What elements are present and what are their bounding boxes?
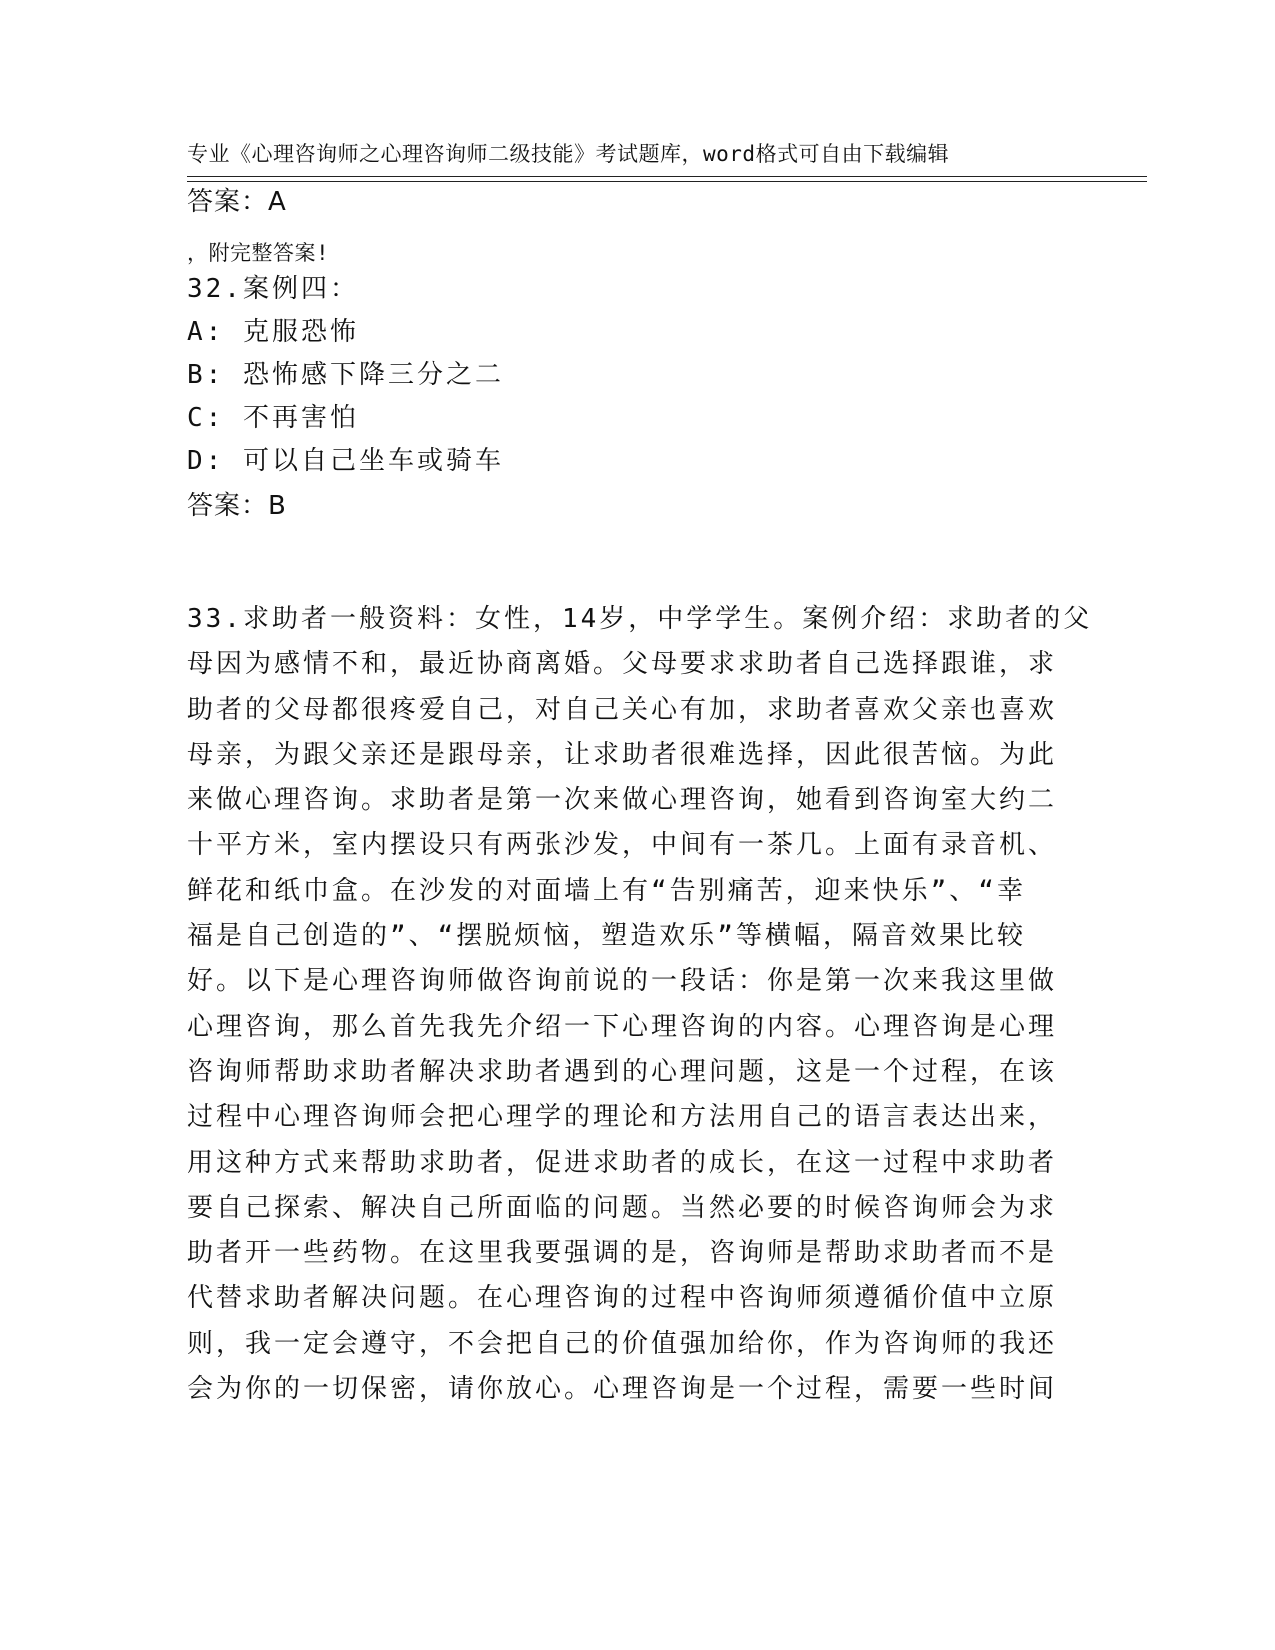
question-33-line: 母亲，为跟父亲还是跟母亲，让求助者很难选择，因此很苦恼。为此	[187, 739, 1058, 770]
header-divider-top	[187, 176, 1147, 177]
question-32-stem: 32.案例四：	[187, 274, 359, 304]
question-33-line: 助者的父母都很疼爱自己，对自己关心有加，求助者喜欢父亲也喜欢	[187, 694, 1058, 725]
question-33-line: 十平方米，室内摆设只有两张沙发，中间有一茶几。上面有录音机、	[187, 830, 1058, 861]
question-33-line: 用这种方式来帮助求助者，促进求助者的成长，在这一过程中求助者	[187, 1147, 1058, 1178]
question-32-option-b: B: 恐怖感下降三分之二	[187, 360, 504, 390]
question-33-line: 要自己探索、解决自己所面临的问题。当然必要的时候咨询师会为求	[187, 1192, 1058, 1223]
header-line-1: 专业《心理咨询师之心理咨询师二级技能》考试题库，word格式可自由下载编辑	[187, 142, 950, 166]
question-33-line: 好。以下是心理咨询师做咨询前说的一段话：你是第一次来我这里做	[187, 966, 1058, 997]
question-33-line: 代替求助者解决问题。在心理咨询的过程中咨询师须遵循价值中立原	[187, 1283, 1058, 1314]
question-32-answer: 答案：B	[187, 491, 287, 521]
question-33-line: 会为你的一切保密，请你放心。心理咨询是一个过程，需要一些时间	[187, 1374, 1058, 1405]
question-33-line: 来做心理咨询。求助者是第一次来做心理咨询，她看到咨询室大约二	[187, 785, 1058, 816]
question-32-option-c: C: 不再害怕	[187, 403, 359, 433]
question-33-line: 福是自己创造的”、“摆脱烦恼，塑造欢乐”等横幅，隔音效果比较	[187, 921, 1026, 952]
header-line-2: ，附完整答案!	[187, 241, 330, 265]
header-divider-bottom	[187, 181, 1147, 182]
question-33-line: 母因为感情不和，最近协商离婚。父母要求求助者自己选择跟谁，求	[187, 649, 1058, 680]
question-33-line: 33.求助者一般资料：女性，14岁，中学学生。案例介绍：求助者的父	[187, 604, 1093, 634]
previous-answer: 答案：A	[187, 187, 287, 217]
question-32-option-a: A: 克服恐怖	[187, 317, 359, 347]
question-33-line: 咨询师帮助求助者解决求助者遇到的心理问题，这是一个过程，在该	[187, 1056, 1058, 1087]
question-33-body	[187, 597, 1093, 1412]
question-33-line: 鲜花和纸巾盒。在沙发的对面墙上有“告别痛苦，迎来快乐”、“幸	[187, 875, 1026, 906]
question-33-line: 心理咨询，那么首先我先介绍一下心理咨询的内容。心理咨询是心理	[187, 1011, 1058, 1042]
question-33-line: 助者开一些药物。在这里我要强调的是，咨询师是帮助求助者而不是	[187, 1238, 1058, 1269]
question-33-line: 过程中心理咨询师会把心理学的理论和方法用自己的语言表达出来，	[187, 1102, 1058, 1133]
question-33-line: 则，我一定会遵守，不会把自己的价值强加给你，作为咨询师的我还	[187, 1328, 1058, 1359]
question-32-option-d: D: 可以自己坐车或骑车	[187, 446, 504, 476]
